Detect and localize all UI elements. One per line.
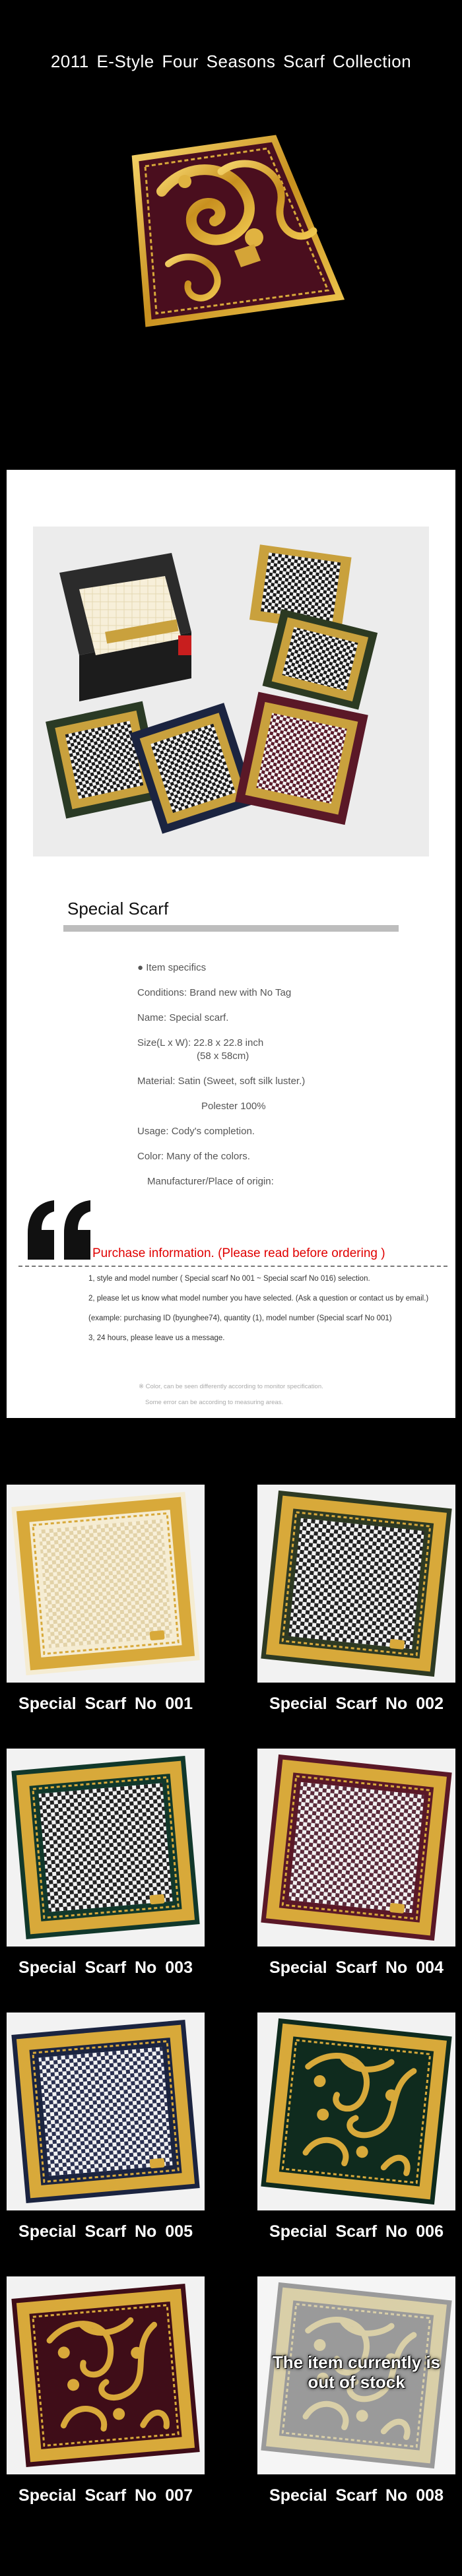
spec-size: Size(L x W): 22.8 x 22.8 inch (137, 1037, 264, 1048)
spec-usage: Usage: Cody's completion. (137, 1126, 255, 1137)
color-footnote (139, 1379, 323, 1411)
purchase-info-list (88, 1275, 445, 1354)
out-of-stock-overlay: The item currently is out of stock (272, 2352, 441, 2392)
spec-manufacturer: Manufacturer/Place of origin: (147, 1176, 274, 1187)
scarf-card-001[interactable] (7, 1485, 205, 1713)
product-collection-photo (33, 527, 429, 856)
quote-mark-icon (24, 1197, 97, 1263)
scarf-image-006[interactable] (257, 2012, 455, 2210)
hero-scarf-image (122, 132, 350, 330)
scarf-caption-002: Special Scarf No 002 (269, 1694, 444, 1713)
spec-conditions: Conditions: Brand new with No Tag (137, 987, 292, 998)
scarf-image-004[interactable] (257, 1749, 455, 1947)
product-info-panel (7, 470, 455, 1418)
scarf-image-007[interactable] (7, 2276, 205, 2474)
spec-name: Name: Special scarf. (137, 1012, 229, 1023)
dashed-divider (18, 1266, 447, 1267)
scarf-card-004[interactable] (257, 1749, 455, 1977)
item-specifics (137, 961, 414, 1200)
scarf-image-001[interactable] (7, 1485, 205, 1683)
scarf-caption-007: Special Scarf No 007 (18, 2486, 193, 2505)
scarf-caption-008: Special Scarf No 008 (269, 2486, 444, 2505)
scarf-image-003[interactable] (7, 1749, 205, 1947)
purchase-step-1: 1, style and model number ( Special scarf No 001 ~ Special scarf No 016) selection. (88, 1275, 370, 1283)
scarf-card-005[interactable] (7, 2012, 205, 2241)
scarf-card-007[interactable] (7, 2276, 205, 2505)
scarf-image-002[interactable] (257, 1485, 455, 1683)
purchase-example: (example: purchasing ID (byunghee74), quantity (1), model number (Special scarf No 001) (88, 1314, 392, 1322)
scarf-caption-001: Special Scarf No 001 (18, 1694, 193, 1713)
spec-color: Color: Many of the colors. (137, 1151, 250, 1162)
scarf-image-005[interactable] (7, 2012, 205, 2210)
purchase-step-2: 2, please let us know what model number you have selected. (Ask a question or contact us by email.) (88, 1295, 429, 1303)
scarf-caption-006: Special Scarf No 006 (269, 2222, 444, 2241)
spec-size-cm: (58 x 58cm) (197, 1050, 249, 1062)
purchase-step-3: 3, 24 hours, please leave us a message. (88, 1334, 225, 1342)
scarf-image-008[interactable] (257, 2276, 455, 2474)
scarf-card-003[interactable] (7, 1749, 205, 1977)
hero-title: 2011 E-Style Four Seasons Scarf Collection (50, 51, 412, 71)
scarf-card-002[interactable] (257, 1485, 455, 1713)
specifics-bullet: ● Item specifics (137, 962, 207, 973)
scarf-caption-005: Special Scarf No 005 (18, 2222, 193, 2241)
scarf-caption-003: Special Scarf No 003 (18, 1958, 193, 1977)
spec-material: Material: Satin (Sweet, soft silk luster.) (137, 1076, 306, 1087)
scarf-caption-004: Special Scarf No 004 (269, 1958, 444, 1977)
heading-underline (63, 925, 399, 932)
footnote-line-2: Some error can be according to measuring areas. (145, 1399, 284, 1406)
purchase-info-title: Purchase information. (Please read before ordering ) (92, 1246, 385, 1260)
scarf-card-008[interactable] (257, 2276, 455, 2505)
special-scarf-heading: Special Scarf (67, 899, 169, 918)
spec-polyester: Polester 100% (201, 1101, 266, 1112)
scarf-card-006[interactable] (257, 2012, 455, 2241)
footnote-line-1: ※ Color, can be seen differently according to monitor specification. (139, 1383, 323, 1390)
